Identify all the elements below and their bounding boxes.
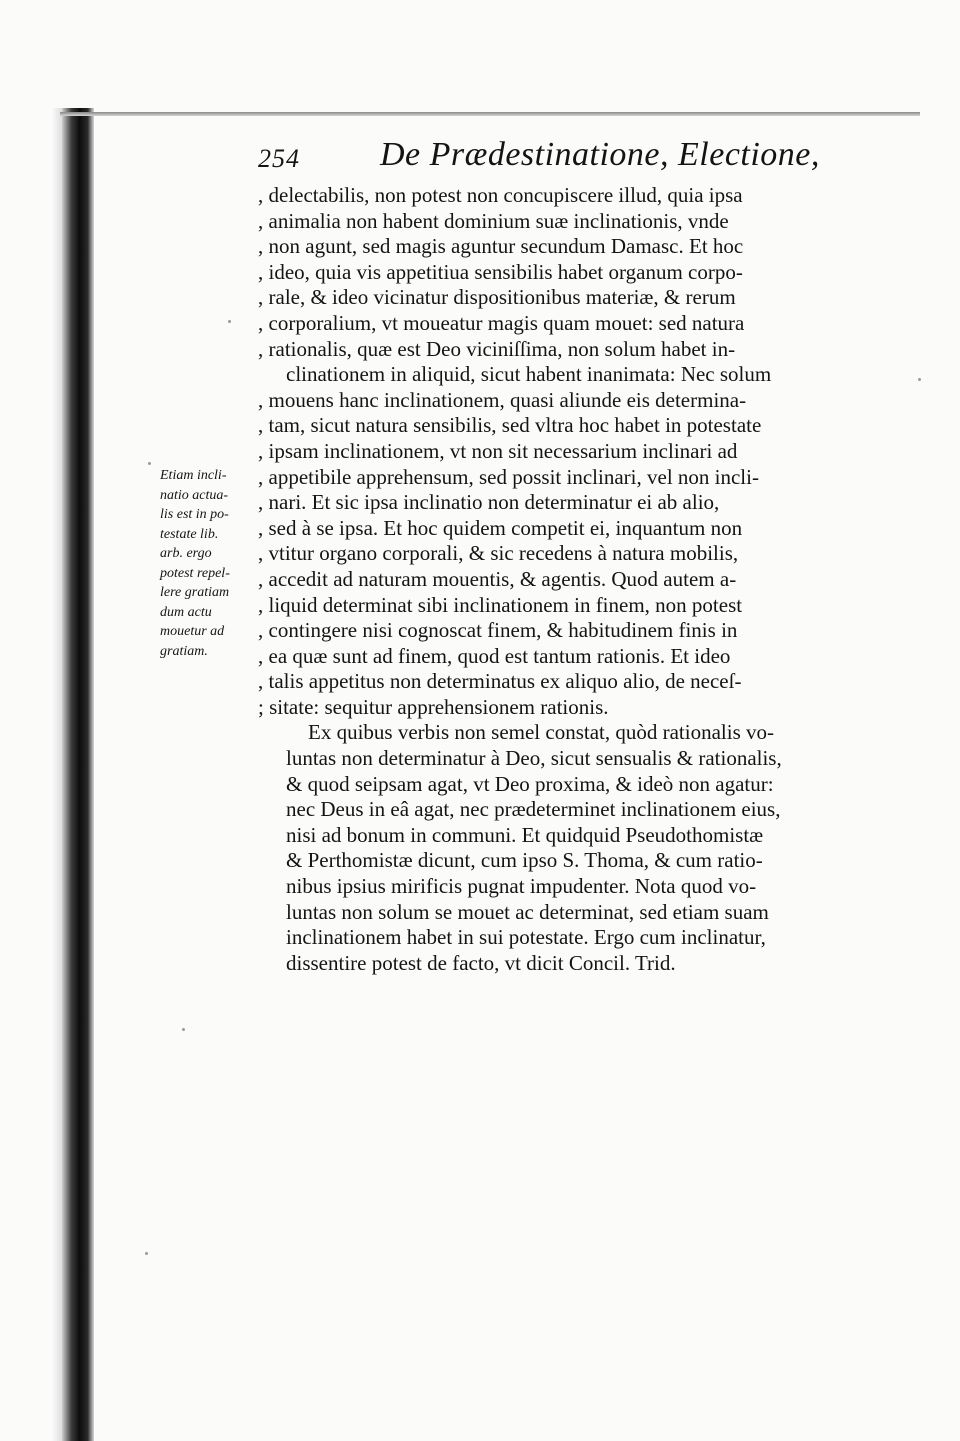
text-line: nisi ad bonum in communi. Et quidquid Pseudothomistæ xyxy=(286,822,764,847)
text-line: , contingere nisi cognoscat finem, & habitudinem finis in xyxy=(258,618,738,643)
paper-speck xyxy=(228,320,231,323)
margin-note-line: arb. ergo xyxy=(160,546,212,561)
text-line: clinationem in aliquid, sicut habent inanimata: Nec solum xyxy=(286,362,772,387)
text-line: , liquid determinat sibi inclinationem in finem, non potest xyxy=(258,592,743,617)
page-top-edge xyxy=(60,112,920,116)
text-line: , ipsam inclinationem, vt non sit necessarium inclinari ad xyxy=(258,438,738,463)
text-line: , sed à se ipsa. Et hoc quidem competit ei, inquantum non xyxy=(258,515,743,540)
page-number: 254 xyxy=(258,144,300,173)
text-line: , ideo, quia vis appetitiua sensibilis habet organum corpo- xyxy=(258,259,743,284)
text-line: , non agunt, sed magis aguntur secundum Damasc. Et hoc xyxy=(258,234,744,259)
text-line: inclinationem habet in sui potestate. Ergo cum inclinatur, xyxy=(286,925,766,950)
text-line: luntas non solum se mouet ac determinat, sed etiam suam xyxy=(286,899,769,924)
text-line: , vtitur organo corporali, & sic recedens à natura mobilis, xyxy=(258,541,739,566)
margin-note-line: mouetur ad xyxy=(160,624,225,639)
text-line: luntas non determinatur à Deo, sicut sensualis & rationalis, xyxy=(286,746,782,771)
text-line: dissentire potest de facto, vt dicit Concil. Trid. xyxy=(286,950,676,975)
margin-note-line: lis est in po- xyxy=(160,507,229,522)
margin-note-line: Etiam incli- xyxy=(160,468,227,483)
paper-speck xyxy=(148,462,151,465)
text-line: , rale, & ideo vicinatur dispositionibus materiæ, & rerum xyxy=(258,285,736,310)
text-line: , ea quæ sunt ad finem, quod est tantum rationis. Et ideo xyxy=(258,643,731,668)
margin-note-line: testate lib. xyxy=(160,526,219,542)
margin-note-line: dum actu xyxy=(160,604,212,620)
text-line: , rationalis, quæ est Deo viciniſſima, non solum habet in- xyxy=(258,336,736,361)
text-line: nibus ipsius mirificis pugnat impudenter. Nota quod vo- xyxy=(286,874,757,899)
page-header xyxy=(258,136,918,180)
paper-speck xyxy=(182,1028,185,1031)
body-text xyxy=(258,183,908,976)
text-line: ; sitate: sequitur apprehensionem rationis. xyxy=(258,694,609,719)
running-title: De Prædestinatione, Electione, xyxy=(380,136,820,173)
text-line: , accedit ad naturam mouentis, & agentis. Quod autem a- xyxy=(258,566,737,591)
margin-note-line: lere gratiam xyxy=(160,585,230,600)
text-line: nec Deus in eâ agat, nec prædeterminet inclinationem eius, xyxy=(286,797,781,822)
margin-note-line: potest repel- xyxy=(160,565,230,581)
margin-note-line: natio actua- xyxy=(160,487,229,503)
margin-note-line: gratiam. xyxy=(160,643,208,659)
text-line: & quod seipsam agat, vt Deo proxima, & ideò non agatur: xyxy=(286,771,774,796)
text-line: , corporalium, vt moueatur magis quam mouet: sed natura xyxy=(258,310,745,335)
paper-speck xyxy=(918,378,921,381)
margin-note xyxy=(160,466,260,661)
text-line: , tam, sicut natura sensibilis, sed vltra hoc habet in potestate xyxy=(258,413,762,438)
text-line: , mouens hanc inclinationem, quasi aliunde eis determina- xyxy=(258,387,747,412)
paper-speck xyxy=(145,1252,148,1255)
paragraph-first-line: Ex quibus verbis non semel constat, quòd rationalis vo- xyxy=(308,720,775,745)
text-line: , delectabilis, non potest non concupiscere illud, quia ipsa xyxy=(258,183,743,207)
text-line: , animalia non habent dominium suæ inclinationis, vnde xyxy=(258,208,729,233)
text-line: , appetibile apprehensum, sed possit inclinari, vel non incli- xyxy=(258,464,759,489)
binding-edge xyxy=(62,108,94,1441)
text-line: & Perthomistæ dicunt, cum ipso S. Thoma, & cum ratio- xyxy=(286,848,763,873)
text-line: , nari. Et sic ipsa inclinatio non determinatur ei ab alio, xyxy=(258,490,720,515)
text-line: , talis appetitus non determinatus ex aliquo alio, de neceſ- xyxy=(258,669,742,694)
